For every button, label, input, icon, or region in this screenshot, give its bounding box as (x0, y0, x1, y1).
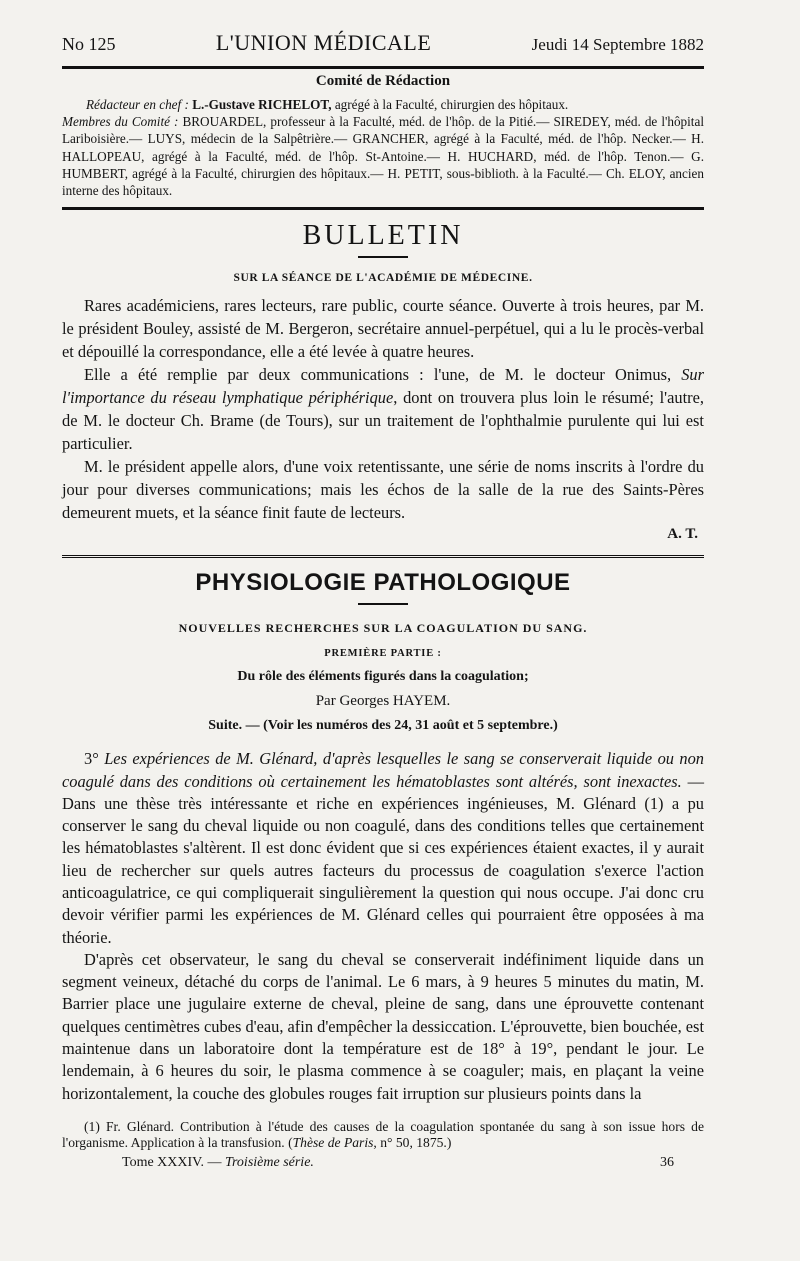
section-double-rule (62, 555, 704, 561)
membres-label: Membres du Comité : (62, 114, 179, 130)
article-p1-italic: Les expériences de M. Glénard, d'après lesquelles le sang se conserverait liquide ou non coagulé dans des conditions où certainement les hématoblastes sont altérés, sont inexactes. (62, 749, 704, 791)
bulletin-body (62, 294, 704, 524)
article-body (62, 748, 704, 1105)
footnote-text-start: Fr. Glénard. Contribution à l'étude des causes de la coagulation spontanée du sang à son issue hors de l'organisme. Application à la transfusion. ( (62, 1118, 704, 1150)
section-title: PHYSIOLOGIE PATHOLOGIQUE (195, 569, 571, 597)
page-header (62, 30, 704, 60)
membres-line (62, 113, 704, 199)
footnote-marker: (1) (84, 1118, 100, 1134)
membres-text: BROUARDEL, professeur à la Faculté, méd. de l'hôp. de la Pitié.— SIREDEY, méd. de l'hôpital Lariboisière.— LUYS, médecin de la Salpêtrière.— GRANCHER, agrégé à la Faculté, méd. de l'hôp. Necker.— H. HALLOPEAU, agrégé à la Faculté, méd. de l'hôp. St-Antoine.— H. HUCHARD, méd. de l'hôp. Tenon.— G. HUMBERT, agrégé à la Faculté, chirurgien des hôpitaux.— H. PETIT, sous-biblioth. à la Faculté.— Ch. ELOY, ancien interne des hôpitaux. (62, 114, 704, 199)
article-p1-number: 3° (84, 749, 99, 769)
bulletin-p2-end: , dont on trouvera plus loin le résumé; l'autre, de M. le docteur Ch. Brame (de Tours), sur un traitement de l'ophthalmie purulente qui lui est particulier. (62, 388, 704, 454)
footer-tome (62, 1155, 314, 1171)
article-suite: Suite. — (Voir les numéros des 24, 31 août et 5 septembre.) (208, 718, 558, 734)
article-subtitle: Du rôle des éléments figurés dans la coagulation; (237, 669, 529, 685)
bulletin-paragraph-2 (62, 363, 704, 455)
redacteur-label: Rédacteur en chef : (86, 97, 189, 112)
issue-date: Jeudi 14 Septembre 1882 (531, 35, 704, 54)
article-part: PREMIÈRE PARTIE : (324, 648, 442, 660)
article-paragraph-2: D'après cet observateur, le sang du cheval se conserverait indéfiniment liquide dans un segment veineux, détaché du corps de l'animal. Le 6 mars, à 9 heures 5 minutes du matin, M. Barrier place une jugulaire externe de cheval, pleine de sang, dans une éprouvette contenant quelques centimètres cubes d'eau, afin d'empêcher la dessiccation. L'éprouvette, bien bouchée, est maintenue dans un laboratoire dont la température est de 18° à 19°, pendant le jour. Le lendemain, à 6 heures du soir, le plasma commence à se coaguler; mais, en plaçant la veine horizontalement, la couche des globules rouges fait irruption sur plusieurs points dans la (62, 949, 704, 1103)
article-paragraph-1 (62, 748, 704, 949)
bulletin-title: BULLETIN (302, 220, 464, 252)
comite-title: Comité de Rédaction (315, 73, 451, 89)
journal-title: L'UNION MÉDICALE (215, 30, 432, 55)
footer-page-number: 36 (660, 1154, 674, 1170)
bulletin-short-rule (358, 256, 408, 258)
article-p1-rest: — Dans une thèse très intéressante et riche en expériences ingénieuses, M. Glénard (1) a pu conserver le sang du cheval liquide ou non coagulé, dans des conditions telles que certainement les hématoblastes s'altèrent. Il est donc évident que si ces expériences étaient exactes, il y aurait lieu de rechercher sur quels autres facteurs du processus de coagulation s'exerce l'action anticoagulatrice, ce qui compliquerait singulièrement la question qui nous occupe. J'ai donc cru devoir vérifier parmi les expériences de M. Glénard celles qui pourraient être opposées à ma théorie. (62, 771, 704, 947)
issue-number: No 125 (62, 34, 116, 54)
article-author: Par Georges HAYEM. (315, 693, 451, 710)
journal-page (62, 30, 704, 1171)
bulletin-p2-start: Elle a été remplie par deux communications : l'une, de M. le docteur Onimus, (84, 365, 682, 385)
comite-block (62, 96, 704, 199)
section-short-rule (358, 603, 408, 605)
footer-tome-label: Tome XXXIV. — (122, 1154, 222, 1170)
footer-serie: Troisième série. (224, 1154, 314, 1170)
page-footer (62, 1155, 704, 1171)
footnote (62, 1119, 704, 1151)
redacteur-desc: agrégé à la Faculté, chirurgien des hôpitaux. (331, 97, 569, 112)
footnote-italic: Thèse de Paris (292, 1134, 374, 1150)
redacteur-name: L.-Gustave RICHELOT, (192, 97, 332, 112)
footnote-text-end: , n° 50, 1875.) (373, 1134, 452, 1150)
header-rule (62, 66, 704, 69)
redacteur-line (62, 96, 704, 113)
bulletin-signature: A. T. (667, 526, 698, 543)
bulletin-subtitle: SUR LA SÉANCE DE L'ACADÉMIE DE MÉDECINE. (233, 272, 533, 285)
article-title: NOUVELLES RECHERCHES SUR LA COAGULATION DU SANG. (178, 621, 588, 636)
footnote-text (62, 1119, 704, 1151)
comite-rule (62, 207, 704, 210)
bulletin-paragraph-1: Rares académiciens, rares lecteurs, rare public, courte séance. Ouverte à trois heures, par M. le président Bouley, assisté de M. Bergeron, secrétaire annuel-perpétuel, qui a lu le procès-verbal et dépouillé la correspondance, elle a été levée à quatre heures. (62, 296, 704, 362)
bulletin-p2-italic: Sur l'importance du réseau lymphatique périphérique (62, 365, 704, 408)
bulletin-paragraph-3: M. le président appelle alors, d'une voix retentissante, une série de noms inscrits à l'ordre du jour pour diverses communications; mais les échos de la salle de la rue des Saints-Pères demeurent muets, et la séance finit faute de lecteurs. (62, 457, 704, 523)
